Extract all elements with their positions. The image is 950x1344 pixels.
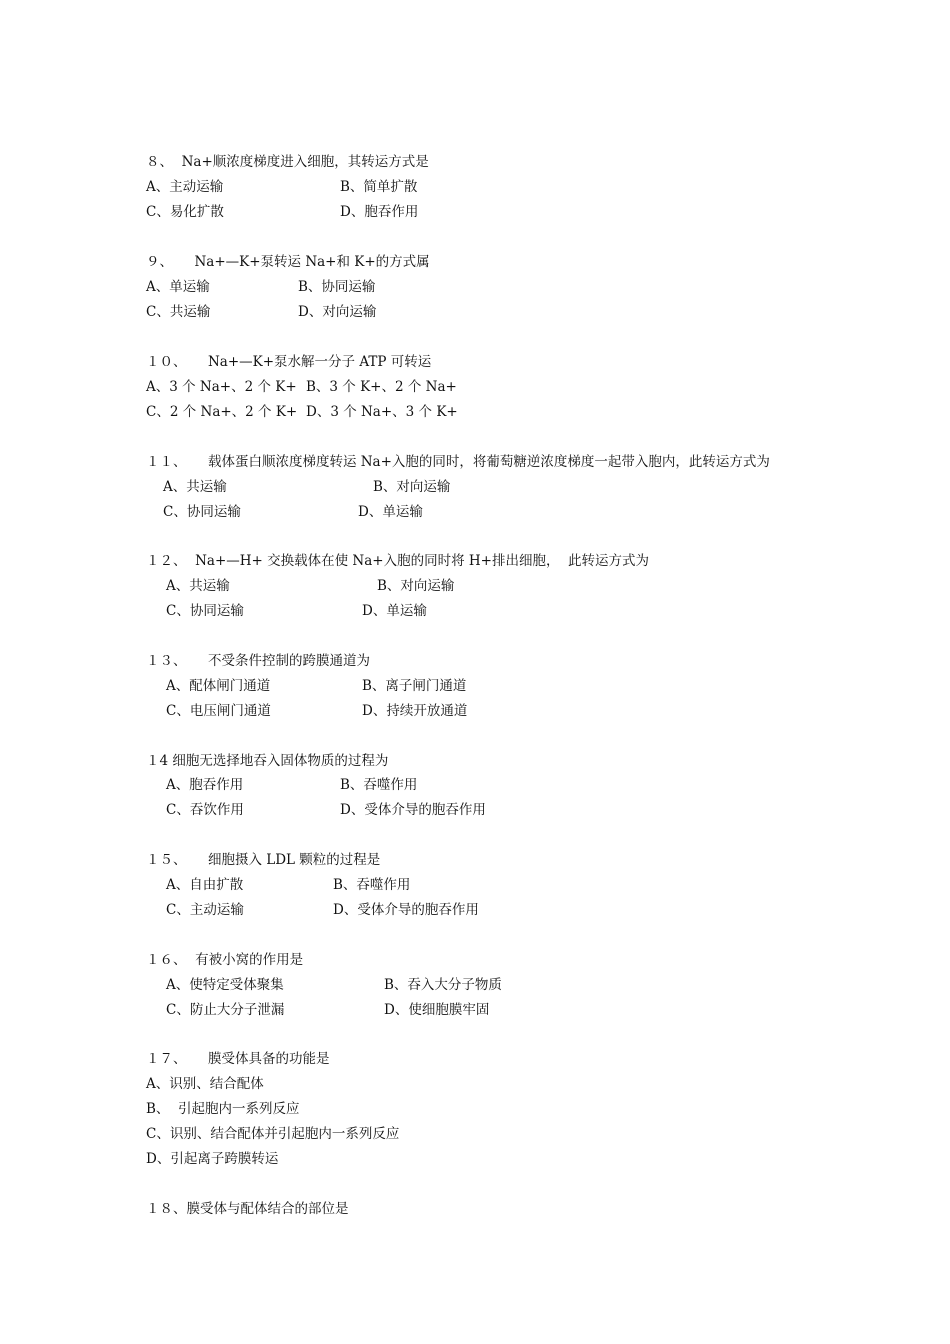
- q10-option-c: C、2 个 Na+、2 个 K+: [146, 404, 298, 420]
- q12-option-b: B、对向运输: [377, 578, 455, 594]
- q14-option-b: B、吞噬作用: [340, 777, 418, 793]
- q8-option-a: A、主动运输: [146, 179, 224, 195]
- q14-option-c: C、吞饮作用: [166, 802, 244, 818]
- q17-option-b: B、 引起胞内一系列反应: [146, 1101, 300, 1117]
- q15-option-a: A、自由扩散: [166, 877, 244, 893]
- q11-option-d: D、单运输: [358, 504, 423, 520]
- q14-stem: １4 细胞无选择地吞入固体物质的过程为: [146, 753, 389, 769]
- q15-option-d: D、受体介导的胞吞作用: [333, 902, 479, 918]
- q13-option-a: A、配体闸门通道: [166, 678, 271, 694]
- q11-option-c: C、协同运输: [163, 504, 241, 520]
- q14-option-a: A、胞吞作用: [166, 777, 244, 793]
- q9-option-c: C、共运输: [146, 304, 211, 320]
- q17-stem: １７、 膜受体具备的功能是: [146, 1051, 330, 1067]
- q15-option-b: B、吞噬作用: [333, 877, 411, 893]
- q11-option-a: A、共运输: [163, 479, 227, 495]
- q10-stem: １０、 Na+—K+泵水解一分子 ATP 可转运: [146, 354, 432, 370]
- q9-option-a: A、单运输: [146, 279, 210, 295]
- q12-option-d: D、单运输: [362, 603, 427, 619]
- q16-option-a: A、使特定受体聚集: [166, 977, 284, 993]
- q8-option-d: D、胞吞作用: [340, 204, 419, 220]
- q13-option-b: B、离子闸门通道: [362, 678, 467, 694]
- q10-option-a: A、3 个 Na+、2 个 K+: [146, 379, 297, 395]
- q11-stem: １１、 载体蛋白顺浓度梯度转运 Na+入胞的同时，将葡萄糖逆浓度梯度一起带入胞内，此转运方式为: [146, 454, 770, 470]
- q12-option-a: A、共运输: [166, 578, 230, 594]
- q8-stem: ８、 Na+顺浓度梯度进入细胞，其转运方式是: [146, 154, 429, 170]
- q13-option-d: D、持续开放通道: [362, 703, 468, 719]
- q12-stem: １２、 Na+—H+ 交换载体在使 Na+入胞的同时将 H+排出细胞， 此转运方式为: [146, 553, 650, 569]
- q17-option-d: D、引起离子跨膜转运: [146, 1151, 279, 1167]
- q15-stem: １５、 细胞摄入 LDL 颗粒的过程是: [146, 852, 381, 868]
- q9-option-b: B、协同运输: [298, 279, 376, 295]
- q9-stem: ９、 Na+—K+泵转运 Na+和 K+的方式属: [146, 254, 430, 270]
- q16-option-c: C、防止大分子泄漏: [166, 1002, 285, 1018]
- q9-option-d: D、对向运输: [298, 304, 377, 320]
- q13-option-c: C、电压闸门通道: [166, 703, 271, 719]
- q16-stem: １６、 有被小窝的作用是: [146, 952, 304, 968]
- q16-option-d: D、使细胞膜牢固: [384, 1002, 490, 1018]
- q10-option-d: D、3 个 Na+、3 个 K+: [306, 404, 458, 420]
- q8-option-b: B、简单扩散: [340, 179, 418, 195]
- q8-option-c: C、易化扩散: [146, 204, 224, 220]
- q18-stem: １８、膜受体与配体结合的部位是: [146, 1201, 349, 1217]
- q10-option-b: B、3 个 K+、2 个 Na+: [306, 379, 457, 395]
- q14-option-d: D、受体介导的胞吞作用: [340, 802, 486, 818]
- q11-option-b: B、对向运输: [373, 479, 451, 495]
- q12-option-c: C、协同运输: [166, 603, 244, 619]
- q13-stem: １３、 不受条件控制的跨膜通道为: [146, 653, 370, 669]
- q15-option-c: C、主动运输: [166, 902, 244, 918]
- q17-option-c: C、识别、结合配体并引起胞内一系列反应: [146, 1126, 400, 1142]
- q17-option-a: A、识别、结合配体: [146, 1076, 264, 1092]
- q16-option-b: B、吞入大分子物质: [384, 977, 502, 993]
